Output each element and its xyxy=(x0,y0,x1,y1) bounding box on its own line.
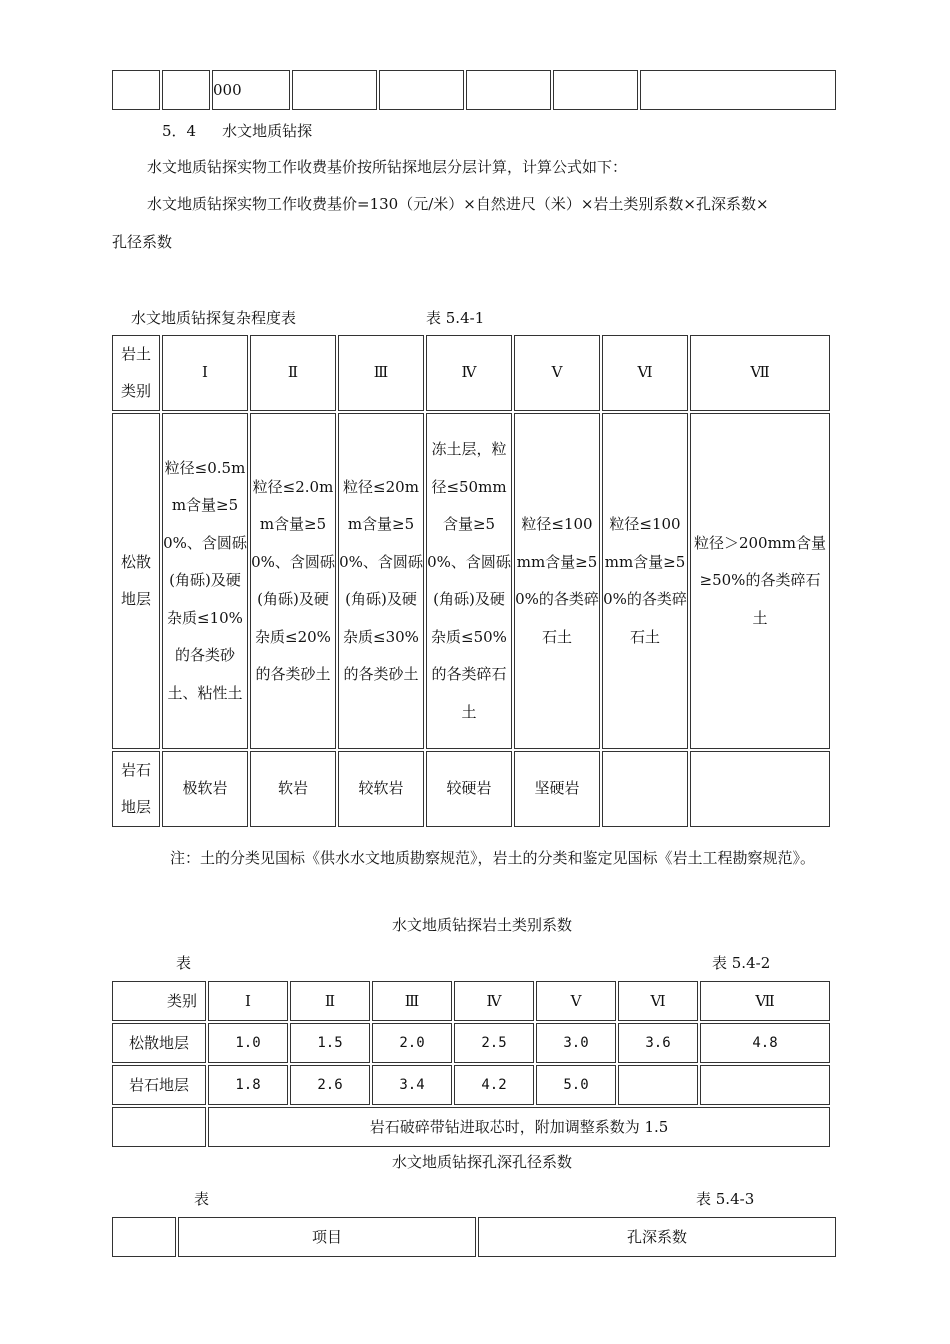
top-cell xyxy=(292,70,377,110)
rock-cell: 较软岩 xyxy=(338,751,424,827)
row-label: 松散地层 xyxy=(112,1023,206,1063)
header-cell: Ⅲ xyxy=(338,335,424,411)
rock-cell: 极软岩 xyxy=(162,751,248,827)
rock-cell xyxy=(690,751,830,827)
header-cell: Ⅱ xyxy=(290,981,370,1021)
table1-caption: 水文地质钻探复杂程度表 xyxy=(131,309,297,327)
complexity-table xyxy=(110,333,832,829)
top-cell xyxy=(640,70,836,110)
formula-line: 水文地质钻探实物工作收费基价=130（元/米）×自然进尺（米）×岩土类别系数×孔深系数× xyxy=(147,195,769,213)
header-cell: Ⅲ xyxy=(372,981,452,1021)
rock-cell xyxy=(602,751,688,827)
top-cell xyxy=(162,70,210,110)
table2-title: 水文地质钻探岩土类别系数 xyxy=(392,916,573,934)
value-cell: 2.5 xyxy=(454,1023,534,1063)
row-label: 松散地层 xyxy=(112,413,160,749)
header-cell: Ⅳ xyxy=(454,981,534,1021)
value-cell: 1.8 xyxy=(208,1065,288,1105)
table3-left-label: 表 xyxy=(194,1190,210,1208)
value-cell: 3.0 xyxy=(536,1023,616,1063)
value-cell: 1.5 xyxy=(290,1023,370,1063)
formula-line: 孔径系数 xyxy=(112,233,173,251)
footnote-cell: 岩石破碎带钻进取芯时，附加调整系数为 1.5 xyxy=(208,1107,830,1147)
table-note: 注：土的分类见国标《供水水文地质勘察规范》，岩土的分类和鉴定见国标《岩土工程勘察规范》。 xyxy=(169,849,815,867)
header-cell: Ⅵ xyxy=(602,335,688,411)
value-cell: 2.6 xyxy=(290,1065,370,1105)
header-cell: 项目 xyxy=(178,1217,476,1257)
section-heading: 5．4 水文地质钻探 xyxy=(162,122,313,140)
table2-left-label: 表 xyxy=(176,954,192,972)
top-cell xyxy=(379,70,464,110)
rock-cell: 软岩 xyxy=(250,751,336,827)
table3-number: 表 5.4-3 xyxy=(696,1190,755,1208)
loose-cell: 粒径≤2.0mm含量≥50%、含圆砾(角砾)及硬杂质≤20%的各类砂土 xyxy=(250,413,336,749)
loose-cell: 粒径≤100mm含量≥50%的各类碎石土 xyxy=(602,413,688,749)
header-cell: 孔深系数 xyxy=(478,1217,836,1257)
paragraph: 水文地质钻探实物工作收费基价按所钻探地层分层计算，计算公式如下： xyxy=(147,158,628,176)
value-cell: 5.0 xyxy=(536,1065,616,1105)
loose-cell: 粒径≤20mm含量≥50%、含圆砾(角砾)及硬杂质≤30%的各类砂土 xyxy=(338,413,424,749)
value-cell xyxy=(618,1065,698,1105)
top-cell xyxy=(112,70,160,110)
header-cell: Ⅶ xyxy=(700,981,830,1021)
loose-cell: 冻土层，粒径≤50mm含量≥50%、含圆砾(角砾)及硬杂质≤50%的各类碎石土 xyxy=(426,413,512,749)
row-label: 岩石地层 xyxy=(112,751,160,827)
header-cell xyxy=(112,1217,176,1257)
value-cell: 4.2 xyxy=(454,1065,534,1105)
header-cell: Ⅰ xyxy=(162,335,248,411)
top-cell: 000 xyxy=(212,70,290,110)
depth-diameter-table xyxy=(110,1215,838,1259)
empty-cell xyxy=(112,1107,206,1147)
loose-cell: 粒径＞200mm含量≥50%的各类碎石土 xyxy=(690,413,830,749)
top-table xyxy=(110,68,838,112)
rock-cell: 坚硬岩 xyxy=(514,751,600,827)
header-cell: Ⅴ xyxy=(514,335,600,411)
rock-cell: 较硬岩 xyxy=(426,751,512,827)
header-cell: 岩土类别 xyxy=(112,335,160,411)
table1-number: 表 5.4-1 xyxy=(426,309,485,327)
header-cell: Ⅳ xyxy=(426,335,512,411)
header-cell: Ⅱ xyxy=(250,335,336,411)
value-cell xyxy=(700,1065,830,1105)
loose-cell: 粒径≤100mm含量≥50%的各类碎石土 xyxy=(514,413,600,749)
header-cell: Ⅶ xyxy=(690,335,830,411)
category-coefficient-table xyxy=(110,979,832,1149)
header-cell: 类别 xyxy=(112,981,206,1021)
header-cell: Ⅴ xyxy=(536,981,616,1021)
value-cell: 3.4 xyxy=(372,1065,452,1105)
value-cell: 2.0 xyxy=(372,1023,452,1063)
top-cell xyxy=(466,70,551,110)
table3-title: 水文地质钻探孔深孔径系数 xyxy=(392,1153,573,1171)
value-cell: 4.8 xyxy=(700,1023,830,1063)
top-cell xyxy=(553,70,638,110)
value-cell: 1.0 xyxy=(208,1023,288,1063)
loose-cell: 粒径≤0.5mm含量≥50%、含圆砾(角砾)及硬杂质≤10%的各类砂土、粘性土 xyxy=(162,413,248,749)
row-label: 岩石地层 xyxy=(112,1065,206,1105)
header-cell: Ⅰ xyxy=(208,981,288,1021)
table2-number: 表 5.4-2 xyxy=(712,954,771,972)
header-cell: Ⅵ xyxy=(618,981,698,1021)
value-cell: 3.6 xyxy=(618,1023,698,1063)
